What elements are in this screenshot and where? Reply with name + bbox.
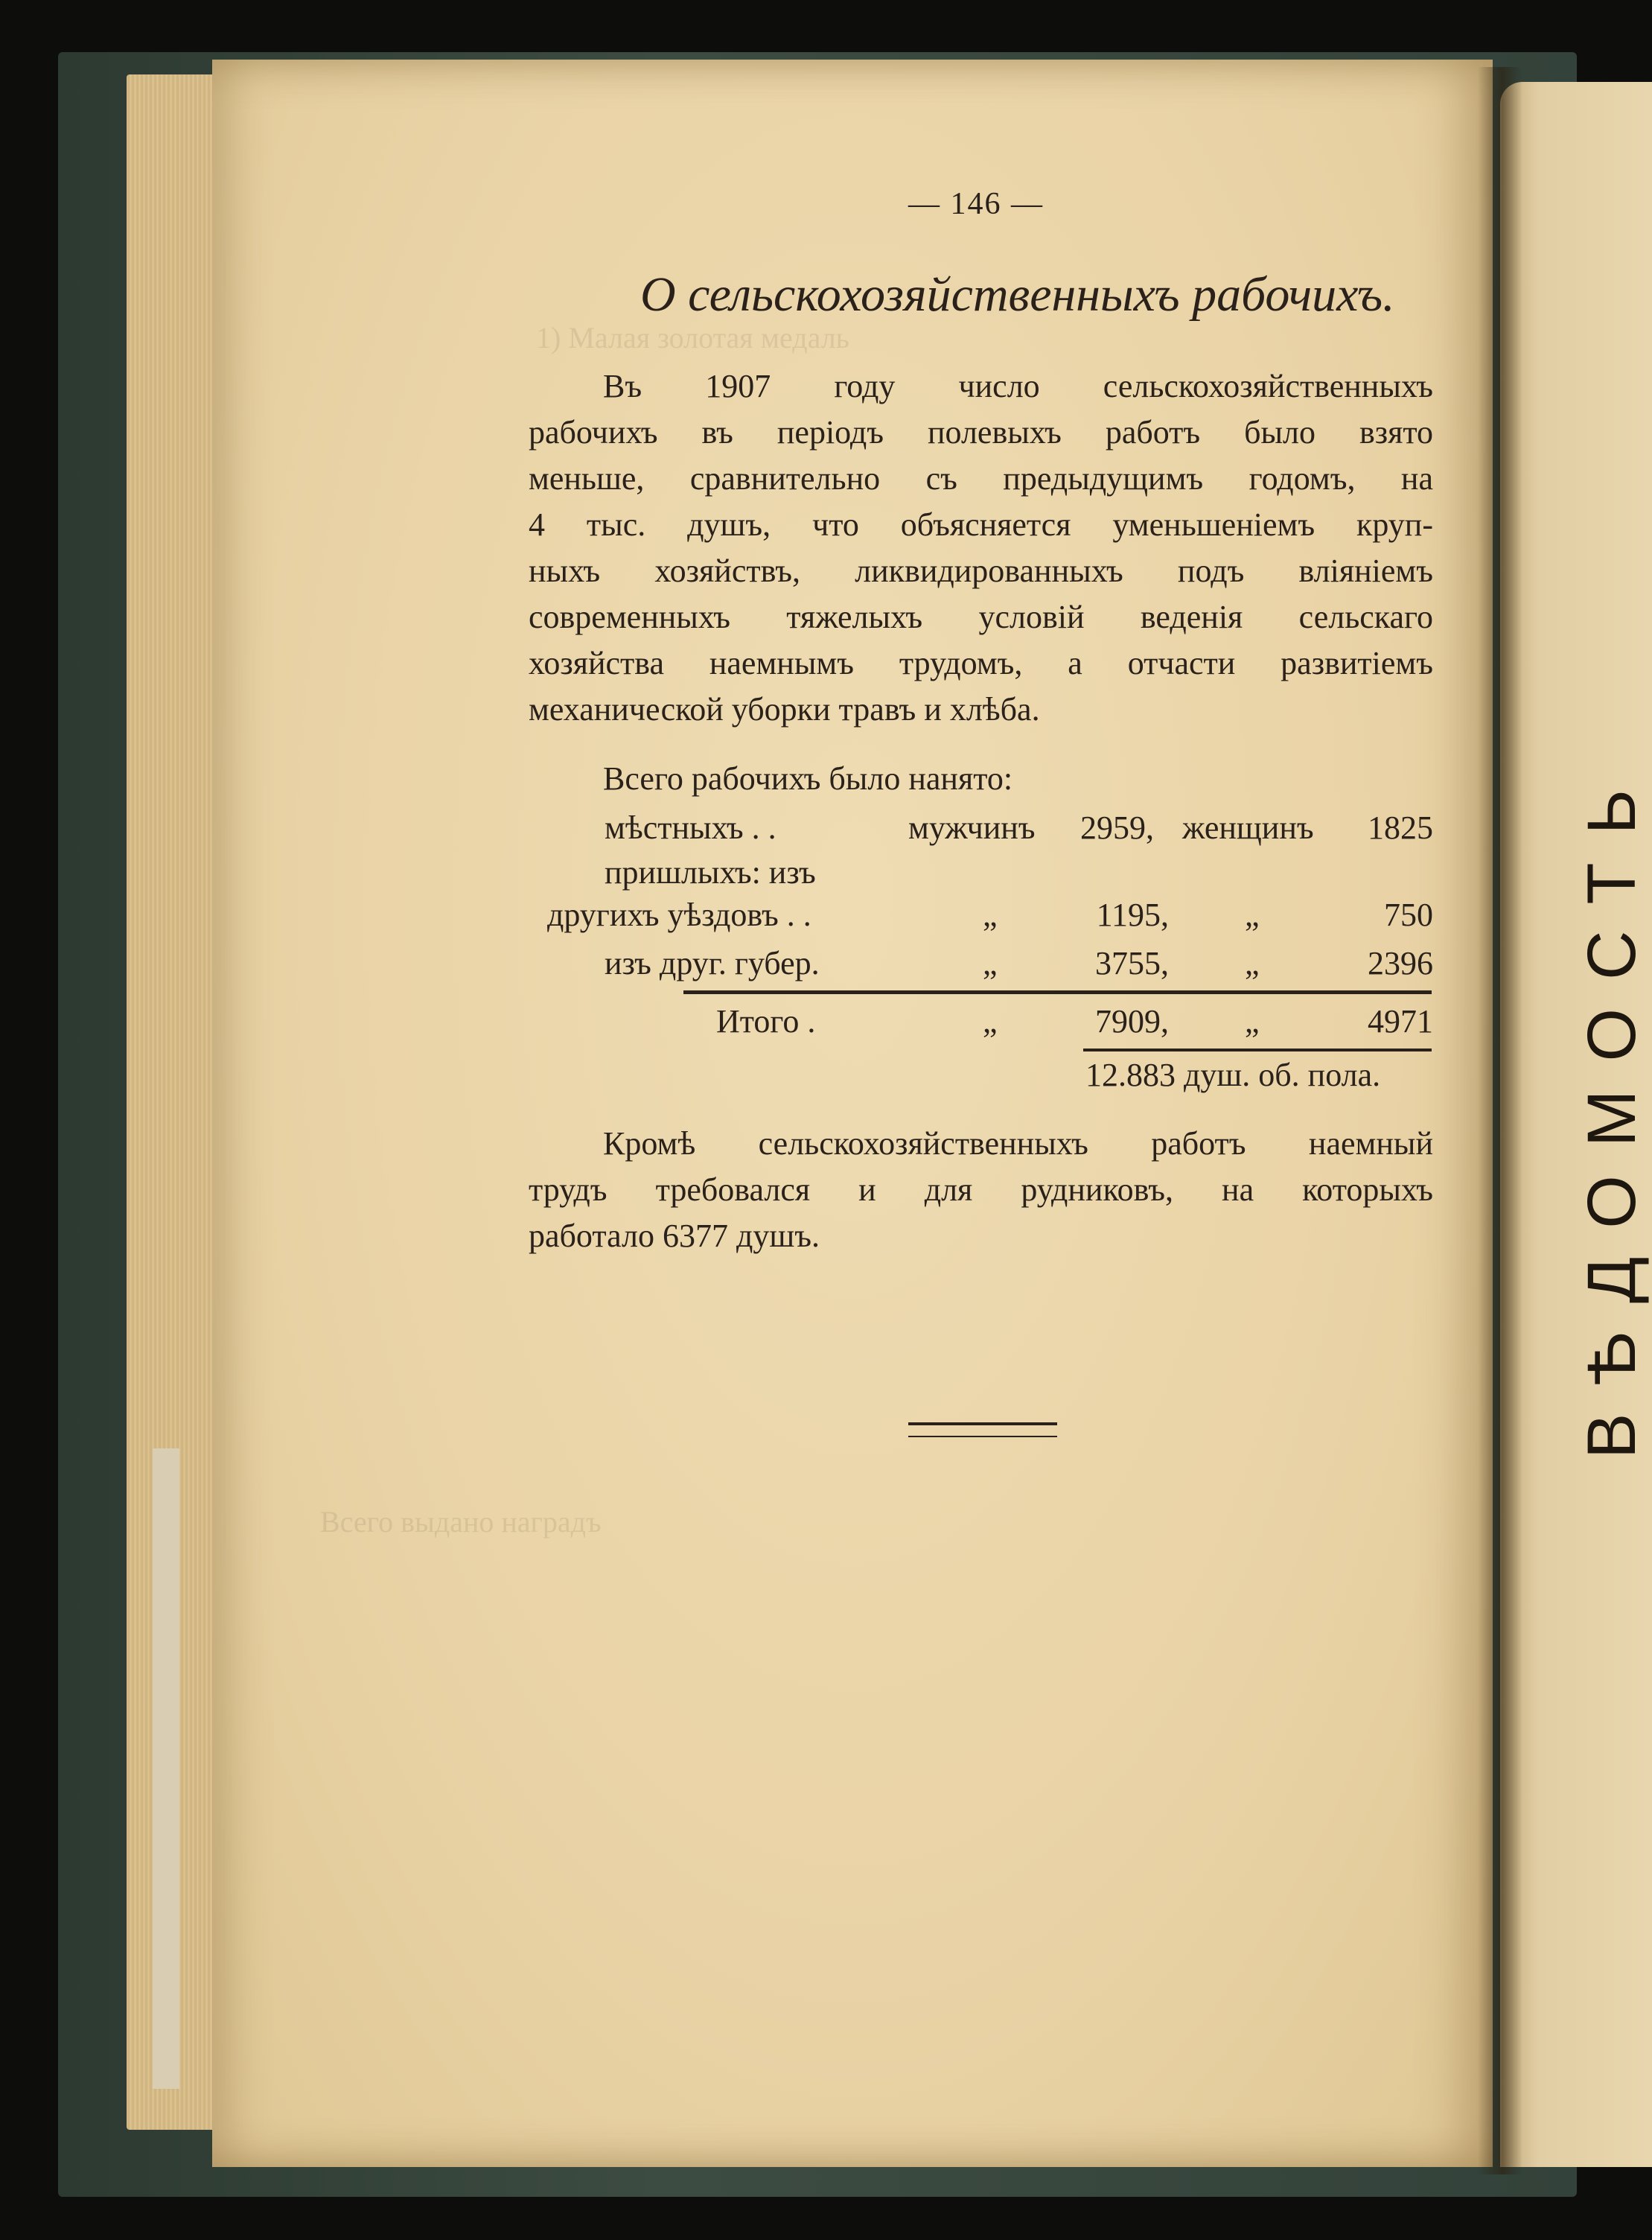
men-label: мужчинъ	[908, 809, 1036, 846]
paragraph-line: трудъ требовался и для рудниковъ, на которыхъ	[529, 1171, 1433, 1208]
women-label: женщинъ	[1182, 809, 1314, 846]
men-value: 2959,	[1080, 809, 1154, 846]
men-ditto-mark: „	[983, 1003, 998, 1040]
men-ditto-mark: „	[983, 897, 998, 933]
women-value: 750	[1384, 897, 1433, 933]
show-through-text: 1) Малая золотая медаль	[536, 321, 849, 354]
paragraph-intro	[529, 363, 1433, 733]
women-ditto-mark: „	[1245, 897, 1260, 933]
women-value: 1825	[1368, 809, 1433, 846]
women-value: 2396	[1368, 945, 1433, 981]
paragraph-line: меньше, сравнительно съ предыдущимъ годомъ, на	[529, 460, 1433, 497]
paragraph-line: Въ 1907 году число сельскохозяйственныхъ	[603, 368, 1433, 404]
section-title: О сельскохозяйственныхъ рабочихъ.	[640, 267, 1395, 322]
grand-total: 12.883 душ. об. пола.	[1085, 1057, 1381, 1093]
men-ditto-mark: „	[983, 945, 998, 981]
paragraph-line: ныхъ хозяйствъ, ликвидированныхъ подъ вліяніемъ	[529, 553, 1433, 589]
paragraph-line: 4 тыс. душъ, что объясняется уменьшеніемъ круп-	[529, 506, 1433, 543]
show-through-text: Всего выдано наградъ	[320, 1505, 602, 1539]
table-row-label: другихъ уѣздовъ . .	[547, 897, 811, 933]
paragraph-line: рабочихъ въ періодъ полевыхъ работъ было взято	[529, 414, 1433, 451]
total-rule	[1083, 1049, 1432, 1051]
book-gutter	[1478, 67, 1522, 2174]
page-number: — 146 —	[908, 187, 1044, 221]
paragraph-mines	[529, 1121, 1433, 1259]
table-row-label: мѣстныхъ . .	[605, 809, 776, 846]
paragraph-line: современныхъ тяжелыхъ условій веденія сельскаго	[529, 599, 1433, 635]
page-edge-strip	[153, 1448, 179, 2089]
end-ornament	[908, 1422, 1057, 1437]
women-ditto-mark: „	[1245, 1003, 1260, 1040]
table-rule	[683, 990, 1432, 994]
women-total: 4971	[1368, 1003, 1433, 1040]
paragraph-line: Кромѣ сельскохозяйственныхъ работъ наемный	[603, 1125, 1433, 1162]
paragraph-line: хозяйства наемнымъ трудомъ, а отчасти развитіемъ	[529, 645, 1433, 681]
total-label: Итого .	[716, 1003, 816, 1040]
table-row-label: пришлыхъ: изъ	[605, 854, 816, 891]
women-ditto-mark: „	[1245, 945, 1260, 981]
table-intro: Всего рабочихъ было нанято:	[603, 760, 1013, 797]
paragraph-line: механической уборки травъ и хлѣба.	[529, 691, 1040, 728]
facing-page-heading	[1573, 715, 1650, 1504]
table-row-label: изъ друг. губер.	[605, 945, 820, 981]
men-value: 1195,	[1096, 897, 1169, 933]
facing-page-heading-text: ВѢДОМОСТЬ	[1573, 760, 1650, 1459]
men-value: 3755,	[1095, 945, 1169, 981]
paragraph-line: работало 6377 душъ.	[529, 1218, 820, 1254]
men-total: 7909,	[1095, 1003, 1169, 1040]
